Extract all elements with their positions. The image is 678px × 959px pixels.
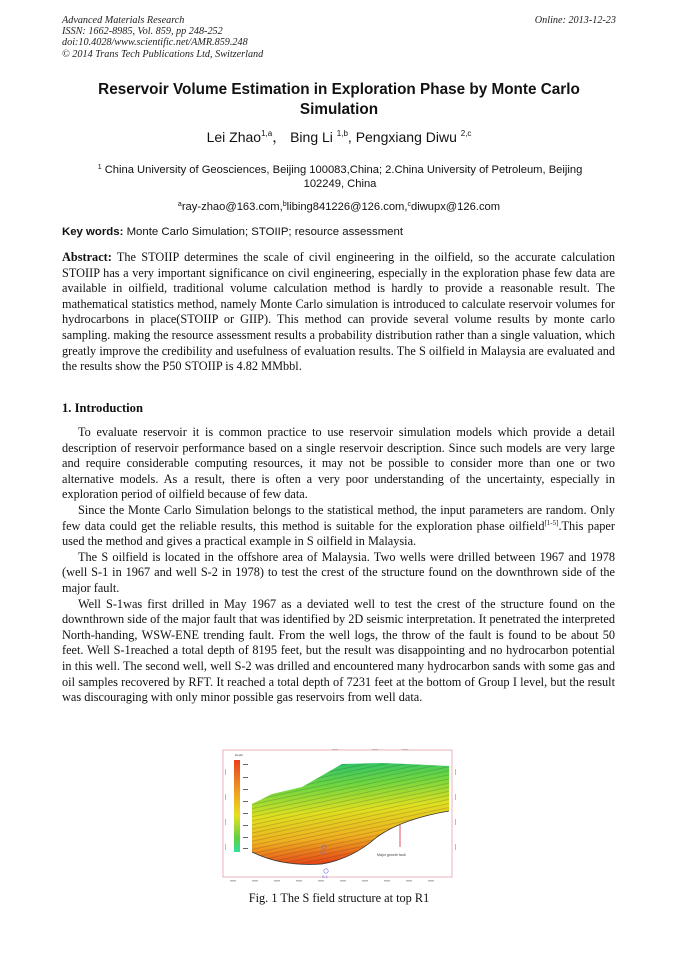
author-name: Bing Li <box>290 129 337 145</box>
abstract-text: The STOIIP determines the scale of civil engineering in the oilfield, so the accurate calculation STOIIP has a very important significance on civil engineering, especially in the exploration phase few data are available in oilfield, traditional volume calculation method is hardly to provide a reasonable result. The mathematical statistics method, namely Monte Carlo simulation is introduced to calculate reservoir volumes for hydrocarbons in place(STOIIP or GIIP). This method can provide several volume results by monte carlo sampling. making the resource assessment results a probability distribution rather than a single valuation, which greatly improve the credibility and usefulness of evaluation results. The S oilfield in Malaysia are evaluated and the results show the P50 STOIIP is 4.82 MMbbl. <box>62 250 615 374</box>
keywords <box>62 226 403 238</box>
paragraph-text: .This paper used the method and gives a practical example in S oilfield in Malaysia. <box>62 518 615 549</box>
affiliation-sup: 1 <box>97 164 102 171</box>
journal-name: Advanced Materials Research <box>62 15 185 26</box>
paragraph: The S oilfield is located in the offshore area of Malaysia. Two wells were drilled between 1967 and 1978 (well S-1 in 1967 and well S-2 in 1978) to test the crest of the structure found on the downthrown side of the major fault. <box>62 549 615 595</box>
author-separator: ， <box>272 129 287 145</box>
well-s2-label: S-2 <box>320 851 326 855</box>
paragraph <box>62 503 615 550</box>
author-list <box>0 127 678 147</box>
doi-line[interactable]: doi:10.4028/www.scientific.net/AMR.859.248 <box>62 37 248 49</box>
well-s1-label: S-1 <box>322 875 328 879</box>
author-sup: 1,a <box>261 129 273 138</box>
journal-header <box>62 15 263 60</box>
paper-title: Reservoir Volume Estimation in Exploration Phase by Monte Carlo Simulation <box>98 81 580 118</box>
email-link[interactable]: libing841226@126.com, <box>286 201 408 213</box>
abstract <box>62 250 615 375</box>
author-sup: 1,b <box>336 129 348 138</box>
email-link[interactable]: ray-zhao@163.com, <box>181 201 283 213</box>
paragraph-text: Since the Monte Carlo Simulation belongs to the statistical method, the input parameters are random. Only few data could get the reliable results, this method is suitable for the exploration phase oilfield <box>62 502 615 533</box>
keywords-text: Monte Carlo Simulation; STOIIP; resource assessment <box>123 226 404 238</box>
email-link[interactable]: diwupx@126.com <box>410 201 501 213</box>
paragraph: Well S-1was first drilled in May 1967 as a deviated well to test the crest of the structure found on the downthrown side of the major fault that was identified by 2D seismic interpretation. It penetrated the interpreted North-handing, WSW-ENE trending fault. From the well logs, the throw of the fault is found to be about 50 feet. Well S-1reached a total depth of 8195 feet, but the result was disappointing and no hydrocarbon potential in this well. The second well, well S-2 was drilled and encountered many hydrocarbon sands with some gas and oil samples recovered by RFT. It reached a total depth of 7231 feet at the bottom of Group I level, but the result was discouraging with only minor possible gas reservoirs from well data. <box>62 596 615 705</box>
paragraph: To evaluate reservoir it is common practice to use reservoir simulation models which provide a detail description of reservoir performance based on a single reservoir description. Since such models are very large and require considerable computing resources, it may not be possible to consider more than one or two alternative models. As a result, there is often a very poor understanding of the uncertainty, especially in exploration period of oilfield because of few data. <box>62 425 615 502</box>
email-sup: b <box>282 201 287 208</box>
depth-legend-bar <box>234 760 240 852</box>
citation[interactable]: [1-5] <box>544 518 559 527</box>
author-sup: 2,c <box>460 129 472 138</box>
copyright-line: © 2014 Trans Tech Publications Ltd, Switzerland <box>62 48 264 60</box>
keywords-label: Key words: <box>62 226 124 238</box>
affiliations <box>90 161 590 191</box>
figure-structure-map <box>222 749 456 885</box>
author-name: Pengxiang Diwu <box>355 129 461 145</box>
introduction-body <box>62 425 615 706</box>
online-date: Online: 2013-12-23 <box>534 15 616 26</box>
affiliation-text: China University of Geosciences, Beijing 100083,China; 2.China University of Petroleum, Beijing 102249, China <box>101 164 583 190</box>
issn-line: ISSN: 1662-8985, Vol. 859, pp 248-252 <box>62 26 223 38</box>
abstract-label: Abstract: <box>62 250 112 264</box>
email-sup: c <box>407 201 411 208</box>
section-heading-introduction: 1. Introduction <box>62 401 143 415</box>
author-name: Lei Zhao <box>206 129 262 145</box>
legend-title: Depth <box>235 753 244 757</box>
email-list <box>0 201 678 213</box>
figure-caption: Fig. 1 The S field structure at top R1 <box>248 891 430 905</box>
author-separator: , <box>347 129 356 145</box>
structure-map-image <box>222 749 456 885</box>
email-sup: a <box>177 201 182 208</box>
fault-label: Major growth fault <box>377 853 406 857</box>
